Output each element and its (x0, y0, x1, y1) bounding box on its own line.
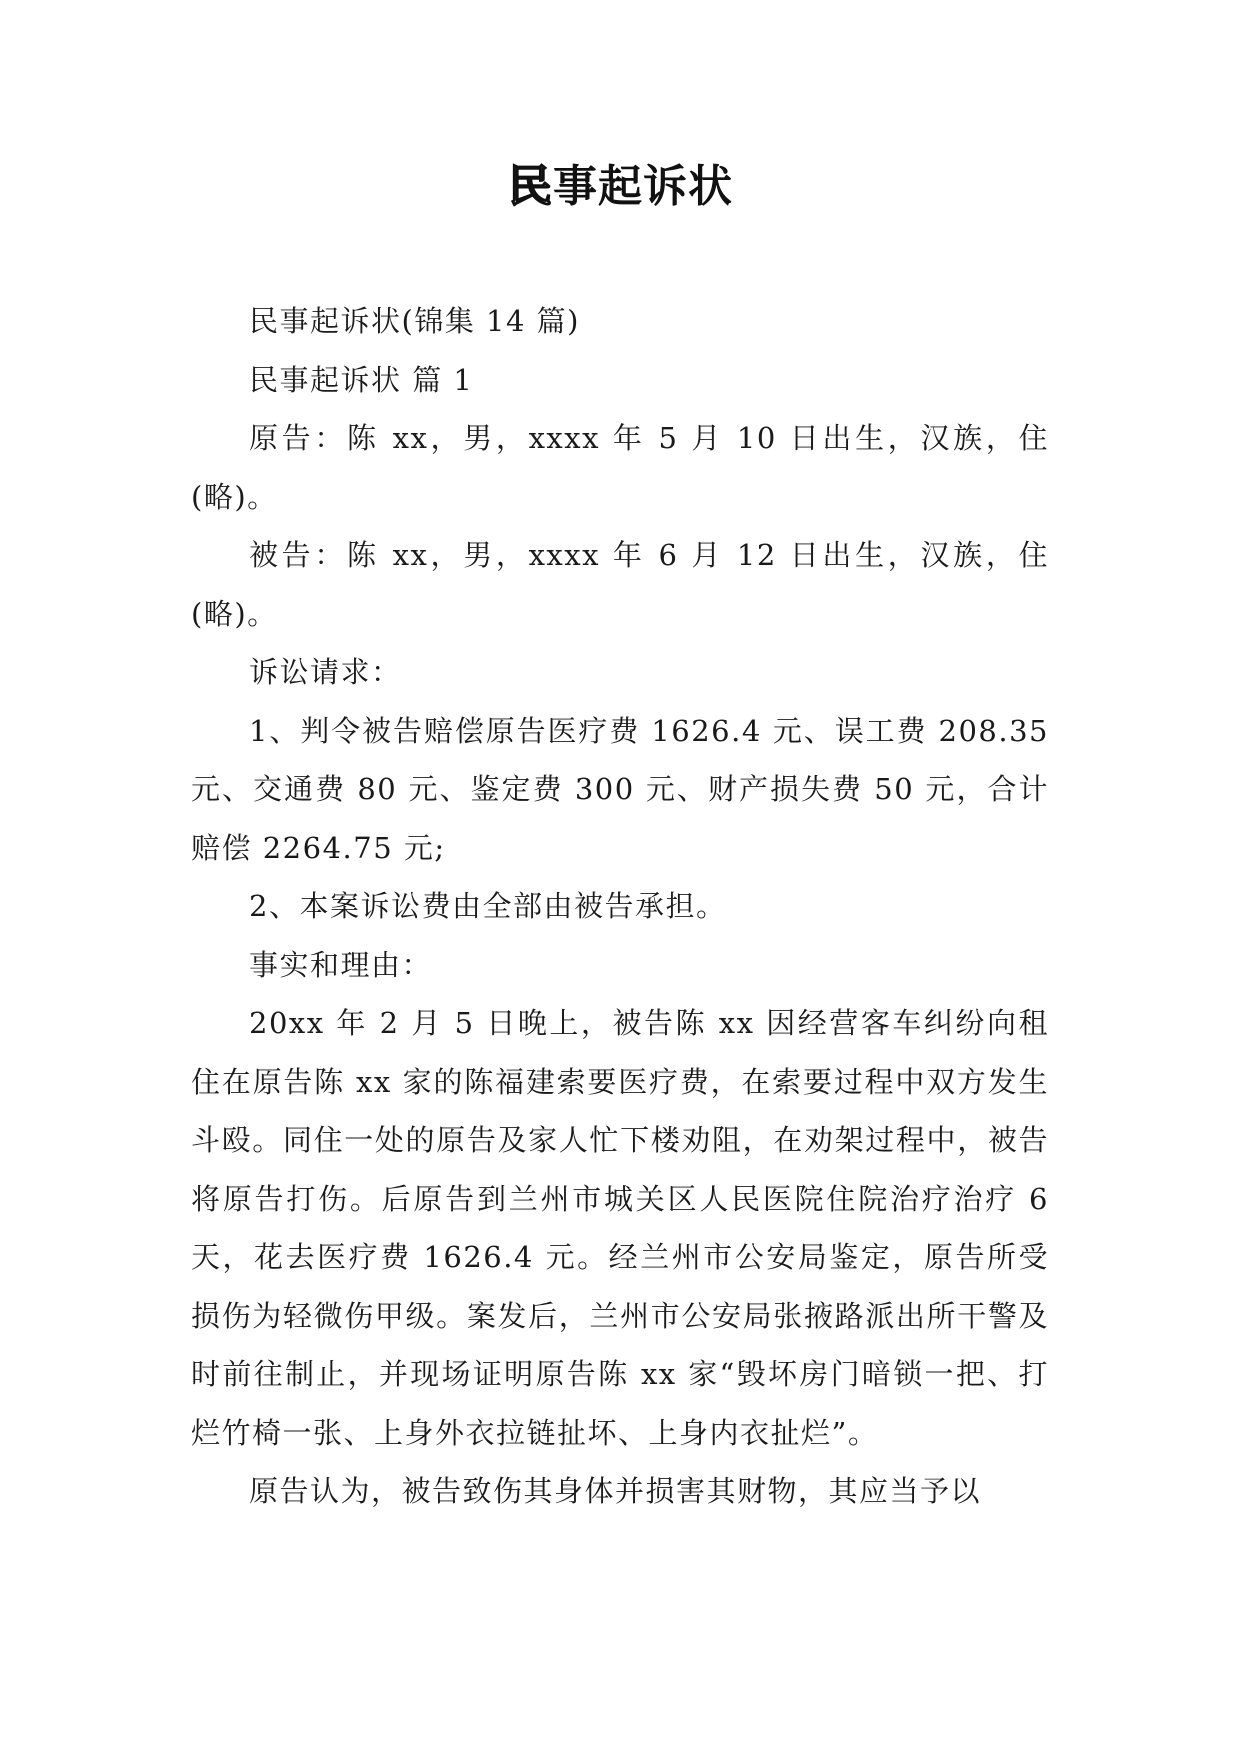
opinion-paragraph: 原告认为，被告致伤其身体并损害其财物，其应当予以 (249, 1474, 982, 1508)
defendant-paragraph: 被告：陈 xx，男，xxxx 年 6 月 12 日出生，汉族，住(略)。 (191, 538, 1049, 631)
claim-item-1: 1、判令被告赔偿原告医疗费 1626.4 元、误工费 208.35 元、交通费 80 元、鉴定费 300 元、财产损失费 50 元，合计赔偿 2264.75 元; (191, 713, 1049, 865)
claim-item-2: 2、本案诉讼费由全部由被告承担。 (249, 889, 727, 923)
document-title (0, 150, 1241, 214)
section-heading: 民事起诉状 篇 1 (249, 362, 474, 397)
claims-heading: 诉讼请求： (249, 655, 402, 689)
facts-heading: 事实和理由： (249, 947, 433, 982)
plaintiff-paragraph: 原告：陈 xx，男，xxxx 年 5 月 10 日出生，汉族，住(略)。 (191, 421, 1049, 514)
subtitle-paragraph: 民事起诉状(锦集 14 篇) (249, 304, 580, 338)
title-text: 事起诉状 (553, 161, 733, 212)
facts-paragraph: 20xx 年 2 月 5 日晚上，被告陈 xx 因经营客车纠纷向租住在原告陈 xx 家的陈福建索要医疗费，在索要过程中双方发生斗殴。同住一处的原告及家人忙下楼劝阻，在劝架过程中，被告将原告打伤。后原告到兰州市城关区人民医院住院治疗治疗 6 天，花去医疗费 1626.4 元。经兰州市公安局鉴定，原告所受损伤为轻微伤甲级。案发后，兰州市公安局张掖路派出所干警及时前往制止，并现场证明原告陈 xx 家“毁坏房门暗锁一把、打烂竹椅一张、上身外衣拉链扯坏、上身内衣扯烂”。 (191, 1006, 1049, 1450)
title-outlined-char: 民 (508, 161, 553, 212)
document-body (191, 292, 1049, 1521)
